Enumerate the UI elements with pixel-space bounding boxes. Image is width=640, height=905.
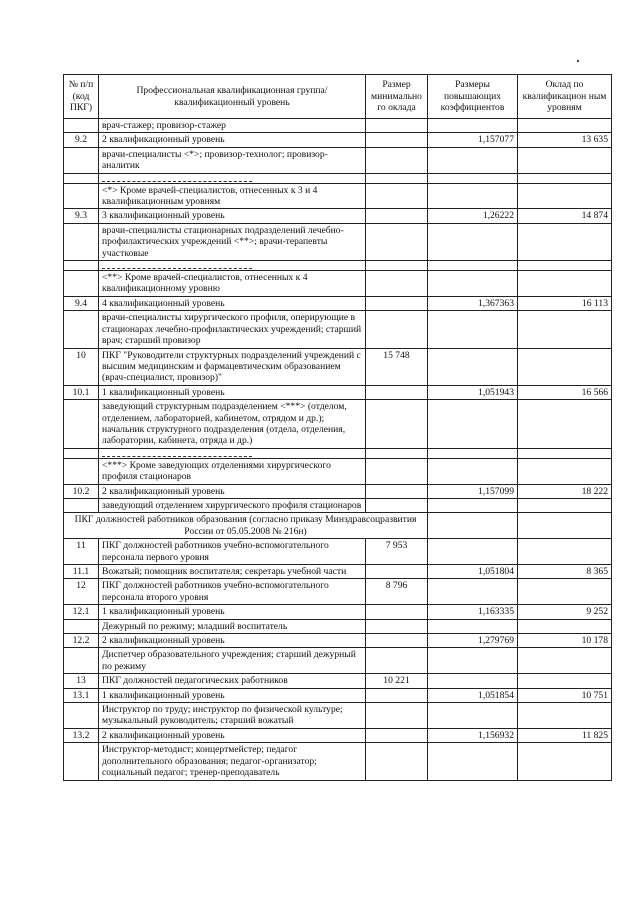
coefficient [428, 539, 518, 565]
min-salary [366, 619, 428, 633]
dashed-line [102, 262, 252, 269]
level-name: 1 квалификационный уровень [99, 688, 366, 702]
row-number: 13.1 [64, 688, 99, 702]
row-number [64, 743, 99, 780]
empty-cell [428, 513, 518, 539]
position-list: Диспетчер образовательного учреждения; старший дежурный по режиму [99, 648, 366, 674]
level-salary [518, 539, 612, 565]
position-list: Инструктор-методист; концертмейстер; педагог дополнительного образования; педагог-организатор; социальный педагог; тренер-преподаватель [99, 743, 366, 780]
footnote-separator [99, 261, 366, 271]
level-salary [518, 348, 612, 385]
coefficient [428, 348, 518, 385]
min-salary: 15 748 [366, 348, 428, 385]
table-row [64, 484, 612, 498]
coefficient [428, 703, 518, 729]
empty-cell [64, 448, 99, 458]
position-list: <*> Кроме врачей-специалистов, отнесенных к 3 и 4 квалификационным уровням [99, 183, 366, 209]
row-number [64, 458, 99, 484]
min-salary [366, 634, 428, 648]
table-row [64, 209, 612, 223]
level-salary [518, 271, 612, 297]
dashed-line [102, 175, 252, 182]
table-row [64, 743, 612, 780]
min-salary [366, 565, 428, 579]
table-row [64, 579, 612, 605]
coefficient: 1,051854 [428, 688, 518, 702]
min-salary [366, 223, 428, 260]
coefficient: 1,26222 [428, 209, 518, 223]
coefficient: 1,051804 [428, 565, 518, 579]
min-salary [366, 183, 428, 209]
empty-cell [64, 173, 99, 183]
row-number [64, 703, 99, 729]
empty-cell [518, 173, 612, 183]
dashed-line [102, 450, 252, 457]
position-list: врач-стажер; провизор-стажер [99, 119, 366, 133]
group-name: ПКГ должностей работников учебно-вспомогательного персонала первого уровня [99, 539, 366, 565]
level-name: 2 квалификационный уровень [99, 728, 366, 742]
level-salary [518, 147, 612, 173]
coefficient [428, 183, 518, 209]
level-salary: 11 825 [518, 728, 612, 742]
min-salary [366, 605, 428, 619]
min-salary [366, 271, 428, 297]
empty-cell [64, 261, 99, 271]
header-group: Профессиональная квалификационная группа/квалификационный уровень [99, 75, 366, 119]
min-salary [366, 296, 428, 310]
row-number [64, 147, 99, 173]
row-number: 9.2 [64, 133, 99, 147]
level-salary [518, 311, 612, 348]
position-list: Дежурный по режиму; младший воспитатель [99, 619, 366, 633]
empty-cell [366, 173, 428, 183]
row-number: 10 [64, 348, 99, 385]
row-number: 12 [64, 579, 99, 605]
min-salary [366, 728, 428, 742]
level-salary: 10 178 [518, 634, 612, 648]
min-salary [366, 311, 428, 348]
empty-cell [366, 448, 428, 458]
row-number: 11 [64, 539, 99, 565]
table-row [64, 223, 612, 260]
table-row [64, 703, 612, 729]
table-row [64, 688, 612, 702]
header-num: № п/п (код ПКГ) [64, 75, 99, 119]
empty-cell [518, 448, 612, 458]
empty-cell [428, 173, 518, 183]
table-row [64, 147, 612, 173]
level-name: 1 квалификационный уровень [99, 385, 366, 399]
level-salary [518, 619, 612, 633]
level-name: 2 квалификационный уровень [99, 133, 366, 147]
row-number: 13 [64, 674, 99, 688]
level-salary: 8 365 [518, 565, 612, 579]
min-salary [366, 385, 428, 399]
coefficient [428, 498, 518, 512]
row-number: 13.2 [64, 728, 99, 742]
min-salary: 7 953 [366, 539, 428, 565]
level-salary [518, 648, 612, 674]
row-number: 10.2 [64, 484, 99, 498]
coefficient [428, 400, 518, 449]
empty-cell [518, 513, 612, 539]
coefficient: 1,156932 [428, 728, 518, 742]
row-number: 11.1 [64, 565, 99, 579]
position-list: <***> Кроме заведующих отделениями хирургического профиля стационаров [99, 458, 366, 484]
position-list: врачи-специалисты хирургического профиля, оперирующие в стационарах лечебно-профилактических учреждений; старший врач; старший провизор [99, 311, 366, 348]
header-min-salary: Размер минимально го оклада [366, 75, 428, 119]
level-salary [518, 119, 612, 133]
header-coefs: Размеры повышающих коэффициентов [428, 75, 518, 119]
coefficient [428, 119, 518, 133]
table-row [64, 173, 612, 183]
coefficient [428, 147, 518, 173]
table-header-row [64, 75, 612, 119]
level-salary [518, 223, 612, 260]
coefficient [428, 579, 518, 605]
level-salary [518, 579, 612, 605]
table-row [64, 634, 612, 648]
position-list: врачи-специалисты стационарных подразделений лечебно-профилактических учреждений <**>; врачи-терапевты участковые [99, 223, 366, 260]
table-row [64, 513, 612, 539]
min-salary [366, 119, 428, 133]
min-salary: 10 221 [366, 674, 428, 688]
coefficient [428, 458, 518, 484]
row-number [64, 271, 99, 297]
row-number [64, 223, 99, 260]
coefficient: 1,051943 [428, 385, 518, 399]
level-name: 4 квалификационный уровень [99, 296, 366, 310]
table-row [64, 261, 612, 271]
row-number: 9.3 [64, 209, 99, 223]
min-salary [366, 648, 428, 674]
table-row [64, 619, 612, 633]
min-salary [366, 743, 428, 780]
table-row [64, 539, 612, 565]
level-salary [518, 703, 612, 729]
coefficient [428, 674, 518, 688]
min-salary [366, 688, 428, 702]
coefficient: 1,279769 [428, 634, 518, 648]
table-body [64, 119, 612, 781]
level-salary [518, 183, 612, 209]
coefficient [428, 743, 518, 780]
row-number: 12.2 [64, 634, 99, 648]
table-row [64, 605, 612, 619]
level-salary: 10 751 [518, 688, 612, 702]
footnote-separator [99, 173, 366, 183]
level-salary [518, 400, 612, 449]
table-row [64, 648, 612, 674]
min-salary [366, 209, 428, 223]
min-salary [366, 498, 428, 512]
row-number: 10.1 [64, 385, 99, 399]
level-name: 2 квалификационный уровень [99, 634, 366, 648]
row-number [64, 183, 99, 209]
position-list: заведующий отделением хирургического профиля стационаров [99, 498, 366, 512]
table-row [64, 348, 612, 385]
row-number: 9.4 [64, 296, 99, 310]
table-row [64, 311, 612, 348]
table-row [64, 728, 612, 742]
header-salary: Оклад по квалификацион ным уровням [518, 75, 612, 119]
table-row [64, 400, 612, 449]
level-salary: 14 874 [518, 209, 612, 223]
level-salary [518, 743, 612, 780]
coefficient [428, 311, 518, 348]
position-list: врачи-специалисты <*>; провизор-технолог; провизор-аналитик [99, 147, 366, 173]
table-row [64, 565, 612, 579]
level-salary [518, 674, 612, 688]
level-name: Вожатый; помощник воспитателя; секретарь учебной части [99, 565, 366, 579]
coefficient: 1,367363 [428, 296, 518, 310]
min-salary [366, 400, 428, 449]
position-list: <**> Кроме врачей-специалистов, отнесенных к 4 квалификационному уровню [99, 271, 366, 297]
level-name: 1 квалификационный уровень [99, 605, 366, 619]
table-row [64, 448, 612, 458]
level-name: 2 квалификационный уровень [99, 484, 366, 498]
row-number [64, 400, 99, 449]
row-number [64, 498, 99, 512]
table-row [64, 458, 612, 484]
empty-cell [366, 261, 428, 271]
empty-cell [428, 448, 518, 458]
table-row [64, 119, 612, 133]
level-salary [518, 458, 612, 484]
coefficient: 1,163335 [428, 605, 518, 619]
empty-cell [518, 261, 612, 271]
level-salary [518, 498, 612, 512]
min-salary [366, 703, 428, 729]
level-salary: 9 252 [518, 605, 612, 619]
level-salary: 16 566 [518, 385, 612, 399]
table-row [64, 183, 612, 209]
stray-dot [577, 60, 579, 62]
salary-table [63, 74, 612, 781]
level-salary: 16 113 [518, 296, 612, 310]
coefficient [428, 648, 518, 674]
level-name: 3 квалификационный уровень [99, 209, 366, 223]
min-salary: 8 796 [366, 579, 428, 605]
row-number [64, 311, 99, 348]
table-row [64, 498, 612, 512]
table-row [64, 385, 612, 399]
row-number [64, 619, 99, 633]
coefficient: 1,157077 [428, 133, 518, 147]
level-salary: 13 635 [518, 133, 612, 147]
group-name: ПКГ должностей педагогических работников [99, 674, 366, 688]
table-row [64, 271, 612, 297]
table-row [64, 674, 612, 688]
table-row [64, 296, 612, 310]
coefficient: 1,157099 [428, 484, 518, 498]
table-row [64, 133, 612, 147]
row-number: 12.1 [64, 605, 99, 619]
min-salary [366, 458, 428, 484]
empty-cell [428, 261, 518, 271]
group-name: ПКГ должностей работников учебно-вспомогательного персонала второго уровня [99, 579, 366, 605]
coefficient [428, 619, 518, 633]
min-salary [366, 147, 428, 173]
row-number [64, 648, 99, 674]
section-heading: ПКГ должностей работников образования (согласно приказу Минздравсоцразвития России от 05.05.2008 № 216н) [64, 513, 428, 539]
position-list: заведующий структурным подразделением <***> (отделом, отделением, лабораторией, кабинетом, отрядом и др.); начальник структурного подразделения (отдела, отделения, лаборатории, кабинета, отряда и др.) [99, 400, 366, 449]
row-number [64, 119, 99, 133]
coefficient [428, 271, 518, 297]
min-salary [366, 484, 428, 498]
level-salary: 18 222 [518, 484, 612, 498]
footnote-separator [99, 448, 366, 458]
group-name: ПКГ "Руководители структурных подразделений учреждений с высшим медицинским и фармацевтическим образованием (врач-специалист, провизор)" [99, 348, 366, 385]
position-list: Инструктор по труду; инструктор по физической культуре; музыкальный руководитель; старший вожатый [99, 703, 366, 729]
min-salary [366, 133, 428, 147]
coefficient [428, 223, 518, 260]
